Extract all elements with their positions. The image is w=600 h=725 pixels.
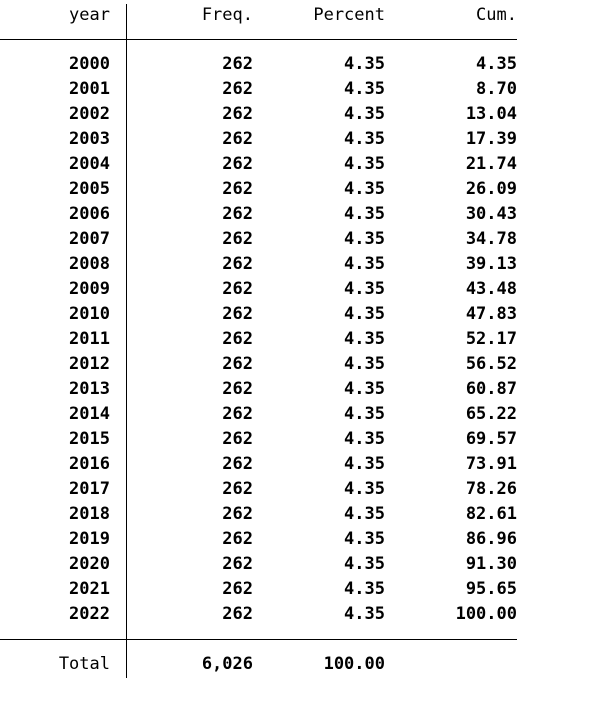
cell-year: 2003 — [69, 129, 110, 149]
total-label: Total — [58, 654, 110, 674]
cell-freq: 262 — [222, 154, 253, 174]
cell-freq: 262 — [222, 279, 253, 299]
cell-freq: 262 — [222, 354, 253, 374]
cell-year: 2017 — [69, 479, 110, 499]
cell-percent: 4.35 — [344, 354, 385, 374]
cell-freq: 262 — [222, 129, 253, 149]
cell-percent: 4.35 — [344, 604, 385, 624]
cell-year: 2016 — [69, 454, 110, 474]
cell-percent: 4.35 — [344, 304, 385, 324]
cell-percent: 4.35 — [344, 104, 385, 124]
cell-freq: 262 — [222, 504, 253, 524]
cell-cum: 21.74 — [465, 154, 517, 174]
cell-year: 2005 — [69, 179, 110, 199]
cell-freq: 262 — [222, 79, 253, 99]
cell-cum: 8.70 — [476, 79, 517, 99]
cell-freq: 262 — [222, 179, 253, 199]
cell-freq: 262 — [222, 529, 253, 549]
cell-year: 2009 — [69, 279, 110, 299]
header-year: year — [69, 5, 110, 25]
cell-freq: 262 — [222, 104, 253, 124]
cell-year: 2020 — [69, 554, 110, 574]
total-freq: 6,026 — [201, 654, 253, 674]
cell-percent: 4.35 — [344, 529, 385, 549]
cell-percent: 4.35 — [344, 454, 385, 474]
cell-year: 2021 — [69, 579, 110, 599]
cell-cum: 34.78 — [465, 229, 517, 249]
cell-percent: 4.35 — [344, 379, 385, 399]
cell-year: 2018 — [69, 504, 110, 524]
header-cum: Cum. — [476, 5, 517, 25]
total-rule — [0, 639, 517, 640]
cell-freq: 262 — [222, 379, 253, 399]
cell-cum: 39.13 — [465, 254, 517, 274]
cell-percent: 4.35 — [344, 554, 385, 574]
cell-percent: 4.35 — [344, 329, 385, 349]
cell-year: 2022 — [69, 604, 110, 624]
cell-cum: 78.26 — [465, 479, 517, 499]
cell-year: 2002 — [69, 104, 110, 124]
cell-year: 2013 — [69, 379, 110, 399]
cell-cum: 47.83 — [465, 304, 517, 324]
cell-freq: 262 — [222, 454, 253, 474]
cell-freq: 262 — [222, 604, 253, 624]
cell-freq: 262 — [222, 54, 253, 74]
cell-freq: 262 — [222, 554, 253, 574]
cell-cum: 17.39 — [465, 129, 517, 149]
cell-year: 2001 — [69, 79, 110, 99]
cell-percent: 4.35 — [344, 179, 385, 199]
cell-cum: 4.35 — [476, 54, 517, 74]
cell-year: 2008 — [69, 254, 110, 274]
cell-cum: 65.22 — [465, 404, 517, 424]
cell-cum: 86.96 — [465, 529, 517, 549]
cell-percent: 4.35 — [344, 279, 385, 299]
cell-percent: 4.35 — [344, 54, 385, 74]
cell-year: 2019 — [69, 529, 110, 549]
column-divider — [126, 4, 127, 678]
cell-freq: 262 — [222, 204, 253, 224]
cell-percent: 4.35 — [344, 154, 385, 174]
cell-percent: 4.35 — [344, 79, 385, 99]
cell-year: 2006 — [69, 204, 110, 224]
header-freq: Freq. — [201, 5, 253, 25]
cell-cum: 52.17 — [465, 329, 517, 349]
cell-cum: 43.48 — [465, 279, 517, 299]
cell-year: 2007 — [69, 229, 110, 249]
cell-freq: 262 — [222, 254, 253, 274]
cell-percent: 4.35 — [344, 504, 385, 524]
cell-freq: 262 — [222, 579, 253, 599]
cell-cum: 26.09 — [465, 179, 517, 199]
cell-cum: 100.00 — [455, 604, 517, 624]
cell-year: 2011 — [69, 329, 110, 349]
cell-cum: 60.87 — [465, 379, 517, 399]
cell-year: 2012 — [69, 354, 110, 374]
cell-cum: 73.91 — [465, 454, 517, 474]
cell-freq: 262 — [222, 429, 253, 449]
cell-cum: 13.04 — [465, 104, 517, 124]
cell-percent: 4.35 — [344, 579, 385, 599]
cell-cum: 69.57 — [465, 429, 517, 449]
cell-cum: 82.61 — [465, 504, 517, 524]
cell-freq: 262 — [222, 329, 253, 349]
cell-year: 2014 — [69, 404, 110, 424]
cell-percent: 4.35 — [344, 129, 385, 149]
cell-percent: 4.35 — [344, 404, 385, 424]
cell-cum: 91.30 — [465, 554, 517, 574]
cell-cum: 30.43 — [465, 204, 517, 224]
cell-percent: 4.35 — [344, 254, 385, 274]
cell-percent: 4.35 — [344, 429, 385, 449]
cell-percent: 4.35 — [344, 479, 385, 499]
cell-freq: 262 — [222, 229, 253, 249]
cell-cum: 95.65 — [465, 579, 517, 599]
total-percent: 100.00 — [323, 654, 385, 674]
cell-year: 2010 — [69, 304, 110, 324]
cell-percent: 4.35 — [344, 204, 385, 224]
cell-year: 2004 — [69, 154, 110, 174]
cell-year: 2015 — [69, 429, 110, 449]
header-percent: Percent — [313, 5, 385, 25]
cell-freq: 262 — [222, 304, 253, 324]
cell-freq: 262 — [222, 479, 253, 499]
cell-freq: 262 — [222, 404, 253, 424]
header-rule — [0, 39, 517, 40]
cell-cum: 56.52 — [465, 354, 517, 374]
cell-percent: 4.35 — [344, 229, 385, 249]
cell-year: 2000 — [69, 54, 110, 74]
